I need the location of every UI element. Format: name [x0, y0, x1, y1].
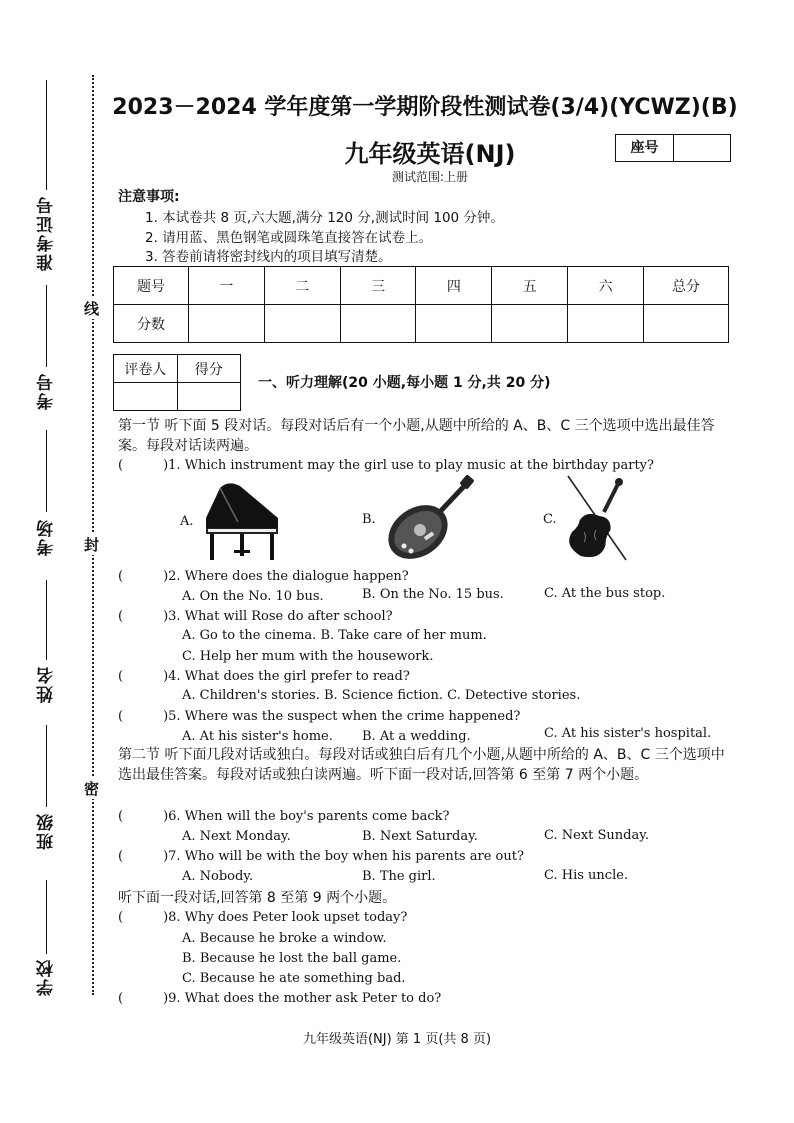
question-text: 4. What does the girl prefer to read?	[168, 669, 410, 684]
option-6a: A. Next Monday.	[182, 829, 291, 844]
answer-paren-open: (	[118, 849, 124, 864]
score-header-cell: 题号	[114, 267, 189, 305]
seal-mark-seal: 封	[84, 536, 100, 554]
question-text: 7. Who will be with the boy when his parents are out?	[168, 849, 524, 864]
answer-paren-open: (	[118, 458, 124, 473]
option-1b: B.	[362, 512, 376, 527]
score-header-cell: 一	[189, 267, 265, 305]
question-text: 2. Where does the dialogue happen?	[168, 569, 409, 584]
question-6	[118, 809, 450, 824]
option-8c: C. Because he ate something bad.	[182, 971, 406, 986]
answer-paren-close: )	[163, 910, 169, 925]
binding-label-exam-id: 准考证号	[37, 195, 57, 271]
question-9	[118, 991, 441, 1006]
part2-intro: 第二节 听下面几段对话或独白。每段对话或独白后有几个小题,从题中所给的 A、B、C 三个选项中选出最佳答案。每段对话或独白读两遍。听下面一段对话,回答第 6 至第 7 两个小题。	[118, 747, 725, 783]
option-2c: C. At the bus stop.	[544, 586, 666, 601]
option-1a: A.	[180, 514, 194, 529]
grader-reviewer-cell[interactable]	[114, 383, 178, 411]
seat-number-field[interactable]	[674, 135, 730, 161]
option-8a: A. Because he broke a window.	[182, 931, 387, 946]
score-table	[113, 266, 729, 343]
score-cell[interactable]	[492, 305, 568, 343]
option-2a: A. On the No. 10 bus.	[182, 589, 324, 604]
score-cell[interactable]	[340, 305, 416, 343]
binding-label-exam-room: 考场	[37, 518, 57, 556]
binding-line-exam-room	[46, 430, 47, 512]
page-footer: 九年级英语(NJ) 第 1 页(共 8 页)	[302, 1032, 492, 1047]
answer-paren-open: (	[118, 991, 124, 1006]
grader-box	[113, 354, 241, 411]
score-table-header-row	[114, 267, 729, 305]
answer-paren-open: (	[118, 910, 124, 925]
question-text: 5. Where was the suspect when the crime happened?	[168, 709, 521, 724]
option-1c: C.	[543, 512, 557, 527]
binding-label-class: 班级	[37, 812, 57, 850]
binding-line-name	[46, 580, 47, 660]
answer-paren-open: (	[118, 709, 124, 724]
score-header-cell: 三	[340, 267, 416, 305]
binding-line-exam-id	[46, 80, 47, 190]
answer-paren-open: (	[118, 609, 124, 624]
score-row-label: 分数	[114, 305, 189, 343]
score-header-cell: 二	[264, 267, 340, 305]
score-cell[interactable]	[568, 305, 644, 343]
seal-mark-line: 线	[84, 300, 100, 318]
option-6b: B. Next Saturday.	[362, 829, 478, 844]
question-8	[118, 910, 407, 925]
grader-score-cell[interactable]	[177, 383, 241, 411]
option-5c: C. At his sister's hospital.	[544, 726, 712, 741]
answer-paren-close: )	[163, 609, 169, 624]
question-1	[118, 458, 654, 473]
binding-line-exam-no	[46, 285, 47, 367]
grader-score-label: 得分	[177, 355, 241, 383]
answer-paren-close: )	[163, 809, 169, 824]
binding-label-exam-no: 考号	[37, 372, 57, 410]
question-text: 3. What will Rose do after school?	[168, 609, 393, 624]
option-4abc: A. Children's stories. B. Science fiction. C. Detective stories.	[182, 688, 581, 703]
score-header-cell: 六	[568, 267, 644, 305]
score-cell[interactable]	[644, 305, 729, 343]
exam-title: 2023－2024 学年度第一学期阶段性测试卷(3/4)(YCWZ)(B)	[112, 95, 738, 120]
score-cell[interactable]	[189, 305, 265, 343]
subject-title: 九年级英语(NJ)	[344, 140, 516, 168]
question-text: 1. Which instrument may the girl use to play music at the birthday party?	[168, 458, 654, 473]
score-cell[interactable]	[416, 305, 492, 343]
score-header-cell: 总分	[644, 267, 729, 305]
violin-icon	[560, 474, 632, 564]
note-item: 1. 本试卷共 8 页,六大题,满分 120 分,测试时间 100 分钟。	[145, 210, 504, 226]
grader-reviewer-label: 评卷人	[114, 355, 178, 383]
question-text: 9. What does the mother ask Peter to do?	[168, 991, 442, 1006]
option-5a: A. At his sister's home.	[182, 729, 333, 744]
seal-mark-secret: 密	[84, 780, 100, 798]
option-7a: A. Nobody.	[182, 869, 254, 884]
answer-paren-open: (	[118, 809, 124, 824]
notes-heading: 注意事项:	[118, 189, 180, 205]
test-range: 测试范围:上册	[391, 170, 469, 184]
score-header-cell: 五	[492, 267, 568, 305]
option-6c: C. Next Sunday.	[544, 828, 649, 843]
binding-line-school	[46, 880, 47, 954]
option-5b: B. At a wedding.	[362, 729, 471, 744]
score-cell[interactable]	[264, 305, 340, 343]
piano-icon	[200, 478, 284, 562]
option-3ab: A. Go to the cinema. B. Take care of her mum.	[182, 628, 487, 643]
score-header-cell: 四	[416, 267, 492, 305]
question-text: 8. Why does Peter look upset today?	[168, 910, 408, 925]
answer-paren-close: )	[163, 669, 169, 684]
answer-paren-open: (	[118, 569, 124, 584]
answer-paren-close: )	[163, 709, 169, 724]
answer-paren-close: )	[163, 991, 169, 1006]
note-item: 3. 答卷前请将密封线内的项目填写清楚。	[145, 249, 392, 265]
part1-intro: 第一节 听下面 5 段对话。每段对话后有一个小题,从题中所给的 A、B、C 三个选项中选出最佳答案。每段对话读两遍。	[118, 418, 715, 454]
seat-number-box	[615, 134, 731, 162]
question-2	[118, 569, 409, 584]
question-4	[118, 669, 410, 684]
question-5	[118, 709, 520, 724]
answer-paren-close: )	[163, 458, 169, 473]
binding-label-name: 姓名	[37, 665, 57, 703]
answer-paren-close: )	[163, 569, 169, 584]
intro-8-9: 听下面一段对话,回答第 8 至第 9 两个小题。	[118, 890, 397, 906]
question-3	[118, 609, 393, 624]
binding-line-class	[46, 725, 47, 807]
electric-guitar-icon	[384, 474, 476, 566]
question-7	[118, 849, 524, 864]
option-7c: C. His uncle.	[544, 868, 629, 883]
question-text: 6. When will the boy's parents come back?	[168, 809, 450, 824]
option-7b: B. The girl.	[362, 869, 436, 884]
binding-label-school: 学校	[37, 958, 57, 996]
option-2b: B. On the No. 15 bus.	[362, 587, 504, 602]
option-3c: C. Help her mum with the housework.	[182, 649, 434, 664]
score-table-score-row	[114, 305, 729, 343]
answer-paren-open: (	[118, 669, 124, 684]
note-item: 2. 请用蓝、黑色钢笔或圆珠笔直接答在试卷上。	[145, 230, 433, 246]
answer-paren-close: )	[163, 849, 169, 864]
option-8b: B. Because he lost the ball game.	[182, 951, 402, 966]
seat-label: 座号	[616, 135, 674, 161]
section-title-listening: 一、听力理解(20 小题,每小题 1 分,共 20 分)	[258, 375, 551, 391]
